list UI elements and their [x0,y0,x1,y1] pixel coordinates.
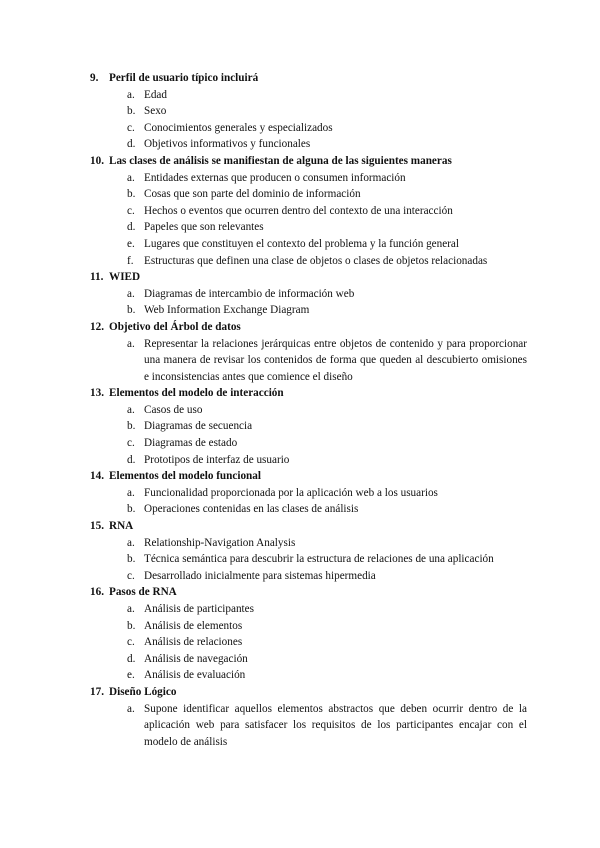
question-number: 13. [90,387,104,400]
answer-text: Estructuras que definen una clase de objetos o clases de objetos relacionadas [144,254,488,267]
answer-item [0,535,600,552]
answer-text: Sexo [144,105,167,118]
question-title: Pasos de RNA [109,586,177,599]
answer-letter: b. [127,553,136,566]
question-title: Elementos del modelo funcional [109,470,261,483]
answer-item [0,568,600,585]
answer-letter: d. [127,221,136,234]
question-section [0,70,600,153]
answer-item [0,219,600,236]
answer-text: Conocimientos generales y especializados [144,121,333,134]
question-heading [0,518,600,535]
answer-list [0,170,600,270]
answer-letter: c. [127,204,135,217]
answer-item [0,634,600,651]
answer-item [0,651,600,668]
answer-letter: b. [127,304,136,317]
answer-text: Técnica semántica para descubrir la estructura de relaciones de una aplicación [144,553,494,566]
answer-letter: b. [127,105,136,118]
answer-item [0,87,600,104]
answer-text: Supone identificar aquellos elementos abstractos que deben ocurrir dentro de la aplicación web para satisfacer los requisitos de los participantes encajar con el modelo de análisis [144,702,527,748]
answer-letter: b. [127,188,136,201]
answer-letter: b. [127,420,136,433]
answer-letter: a. [127,171,135,184]
answer-letter: a. [127,603,135,615]
question-title: Las clases de análisis se manifiestan de alguna de las siguientes maneras [109,154,452,167]
answer-text: Objetivos informativos y funcionales [144,138,311,151]
answer-letter: a. [127,287,135,300]
answer-text: Entidades externas que producen o consumen información [144,171,406,184]
question-title: Perfil de usuario típico incluirá [109,72,259,84]
answer-text: Hechos o eventos que ocurren dentro del contexto de una interacción [144,204,453,217]
question-title: WIED [109,271,141,284]
answer-item [0,402,600,419]
answer-text: Diagramas de secuencia [144,420,253,433]
question-heading [0,269,600,286]
answer-letter: c. [127,437,135,450]
answer-item [0,236,600,253]
question-number: 16. [90,586,104,599]
question-section [0,153,600,269]
question-heading [0,70,600,87]
answer-letter: a. [127,403,135,416]
question-heading [0,385,600,402]
question-number: 12. [90,320,104,333]
answer-letter: a. [127,337,135,350]
answer-text: Prototipos de interfaz de usuario [144,453,290,466]
answer-text: Análisis de evaluación [144,669,246,682]
question-title: Diseño Lógico [109,685,177,698]
question-section [0,468,600,518]
question-number: 14. [90,470,104,483]
question-heading [0,153,600,170]
answer-text: Análisis de relaciones [144,636,243,649]
answer-item [0,601,600,618]
question-heading [0,684,600,701]
question-number: 11. [90,271,104,284]
answer-list [0,286,600,319]
answer-list [0,535,600,585]
question-heading [0,584,600,601]
answer-text: Edad [144,88,167,101]
question-section [0,269,600,319]
question-section [0,684,600,750]
answer-item [0,551,600,568]
answer-letter: a. [127,536,135,549]
question-number: 9. [90,72,99,84]
question-title: RNA [109,520,134,533]
answer-item [0,186,600,203]
answer-item [0,253,600,270]
answer-text: Análisis de elementos [144,619,243,632]
answer-item [0,418,600,435]
answer-text: Análisis de navegación [144,652,248,665]
answer-item [0,136,600,153]
answer-text: Lugares que constituyen el contexto del problema y la función general [144,237,460,250]
answer-letter: d. [127,138,136,151]
answer-text: Desarrollado inicialmente para sistemas hipermedia [144,569,376,582]
answer-text: Operaciones contenidas en las clases de análisis [144,503,359,516]
answer-list [0,601,600,684]
question-number: 10. [90,154,104,167]
question-section [0,319,600,385]
answer-list [0,87,600,153]
question-section [0,584,600,684]
answer-letter: f. [127,254,134,267]
answer-item [0,701,600,751]
answer-item [0,302,600,319]
question-number: 15. [90,520,104,533]
answer-item [0,286,600,303]
answer-letter: b. [127,619,136,632]
answer-text: Diagramas de intercambio de información web [144,287,355,300]
answer-item [0,501,600,518]
answer-text: Funcionalidad proporcionada por la aplicación web a los usuarios [144,486,438,499]
answer-letter: a. [127,88,135,101]
question-title: Objetivo del Árbol de datos [109,320,241,333]
answer-text: Web Information Exchange Diagram [144,304,310,317]
answer-letter: c. [127,636,135,649]
question-section [0,385,600,468]
answer-letter: c. [127,121,135,134]
question-heading [0,319,600,336]
question-section [0,518,600,584]
answer-item [0,203,600,220]
answer-list [0,402,600,468]
answer-letter: c. [127,569,135,582]
answer-text: Representar la relaciones jerárquicas entre objetos de contenido y para proporcionar una manera de revisar los contenidos de forma que queden al descubierto omisiones e inconsistencias antes que comience el diseño [144,337,527,383]
question-title: Elementos del modelo de interacción [109,387,284,400]
question-list [0,70,600,750]
answer-text: Relationship-Navigation Analysis [144,536,296,549]
answer-item [0,618,600,635]
answer-item [0,667,600,684]
question-heading [0,468,600,485]
answer-text: Diagramas de estado [144,437,238,450]
answer-item [0,120,600,137]
answer-list [0,485,600,518]
answer-item [0,485,600,502]
answer-list [0,701,600,751]
answer-text: Casos de uso [144,403,203,416]
answer-item [0,103,600,120]
answer-text: Análisis de participantes [144,603,254,615]
answer-text: Papeles que son relevantes [144,221,264,234]
answer-item [0,435,600,452]
answer-text: Cosas que son parte del dominio de información [144,188,361,201]
answer-item [0,452,600,469]
question-number: 17. [90,685,104,698]
answer-letter: d. [127,652,136,665]
answer-item [0,170,600,187]
answer-letter: a. [127,702,135,715]
answer-letter: b. [127,503,136,516]
answer-letter: e. [127,237,135,250]
answer-letter: e. [127,669,135,682]
answer-list [0,336,600,386]
answer-item [0,336,600,386]
answer-letter: a. [127,486,135,499]
answer-letter: d. [127,453,136,466]
